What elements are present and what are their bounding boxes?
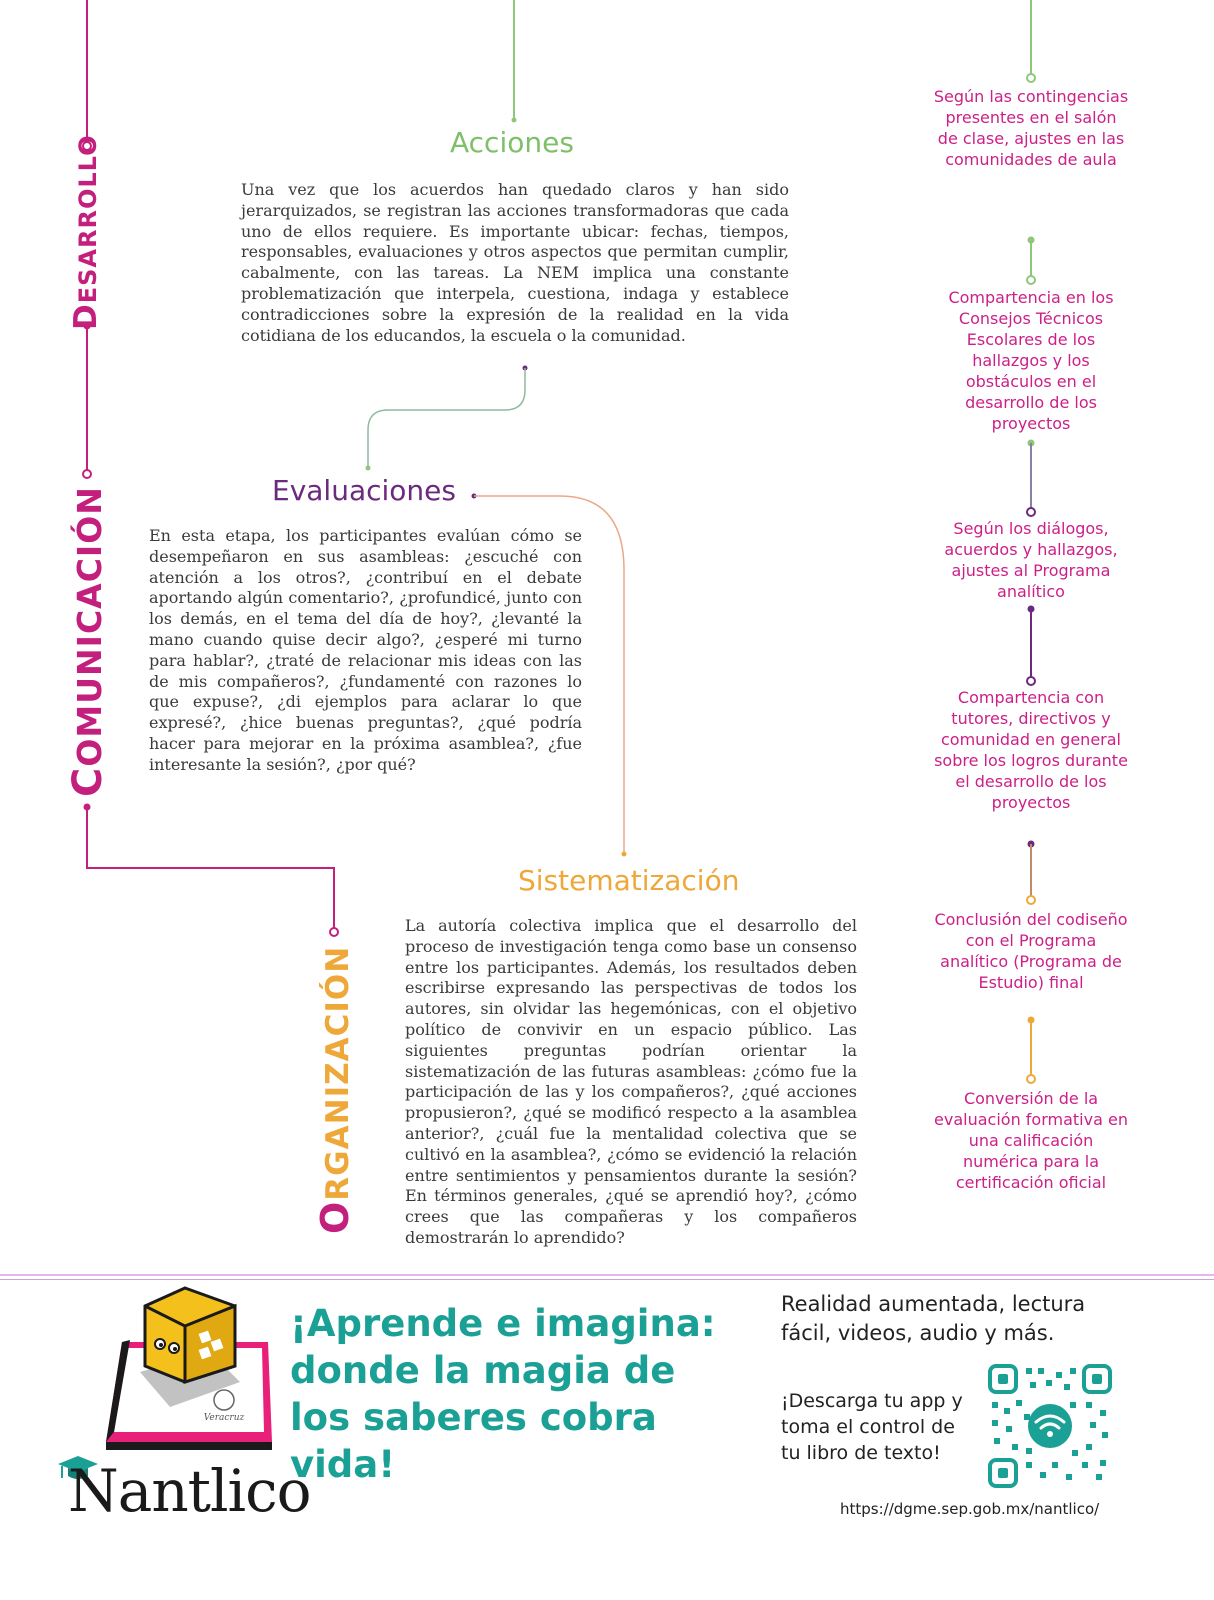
- step-2: Según los diálogos, acuerdos y hallazgos, ajustes al Programa analítico: [944, 519, 1118, 601]
- sistematizacion-body: La autoría colectiva implica que el desarrollo del proceso de investigación tenga como base un consenso entre los participantes. Además, los resultados deben escribirse expresando las perspectivas de todos los autores, sin olvidar las hegemónicas, con el objetivo político de convivir en un espacio público. Las siguientes preguntas podrían orientar la sistematización de las futuras asambleas: ¿cómo fue la participación de las y los compañeros?, ¿qué acciones propusieron?, ¿qué se modificó respecto a la asamblea anterior?, ¿cuál fue la mentalidad colectiva que se cultivó en la asamblea?, ¿cómo se evidenció la relación entre sentimientos y pensamientos durante la sesión? En términos generales, ¿qué se aprendió hoy?, ¿cómo crees que las compañeras y los compañeros demostrarán lo aprendido?: [405, 916, 857, 1247]
- footer-divider: [0, 1279, 1214, 1280]
- node: [512, 118, 517, 123]
- step-1: Compartencia en los Consejos Técnicos Escolares de los hallazgos y los obstáculos en el desarrollo de los proyectos: [948, 288, 1114, 433]
- acciones-title: Acciones: [450, 126, 574, 159]
- label-organizacion: ORGANIZACIÓN: [313, 945, 357, 1234]
- node: [622, 852, 627, 857]
- app-url-link[interactable]: https://dgme.sep.gob.mx/nantlico/: [840, 1500, 1100, 1518]
- svg-text:Veracruz: Veracruz: [203, 1413, 245, 1423]
- evaluaciones-body: En esta etapa, los participantes evalúan cómo se desempeñaron en sus asambleas: ¿escuché con atención a los otros?, ¿contribuí en el debate aportando algún comentario?, ¿profundicé, junto con los demás, en el tema del día de hoy?, ¿levanté la mano cuando quise decir algo?, ¿esperé mi turno para hablar?, ¿traté de relacionar mis ideas con las de mis compañeros?, ¿fundamenté con razones lo que expuse?, ¿di ejemplos para aclarar lo que expresé?, ¿hice buenas preguntas?, ¿qué podría hacer para mejorar en la próxima asamblea?, ¿fue interesante la sesión?, ¿por qué?: [149, 526, 582, 774]
- node: [366, 466, 371, 471]
- node: [1027, 508, 1035, 516]
- download-text: ¡Descarga tu app y toma el control de tu libro de texto!: [781, 1390, 963, 1464]
- sistematizacion-title: Sistematización: [518, 864, 740, 897]
- step-5: Conversión de la evaluación formativa en una calificación numérica para la certificación oficial: [934, 1089, 1128, 1192]
- node: [1027, 276, 1035, 284]
- wifi-icon: [1028, 1404, 1072, 1448]
- node: [1027, 896, 1035, 904]
- slogan: ¡Aprende e imagina: donde la magia de los saberes cobra vida!: [290, 1302, 716, 1486]
- node: [1027, 1075, 1035, 1083]
- brand-logo: Nantlico: [68, 1457, 311, 1525]
- app-illustration: [100, 1282, 280, 1452]
- qr-code[interactable]: [986, 1362, 1114, 1490]
- acciones-to-evaluaciones: [368, 368, 525, 466]
- step-0: Según las contingencias presentes en el salón de clase, ajustes en las comunidades de aula: [933, 87, 1129, 169]
- label-desarrollo: DESARROLLO: [68, 134, 104, 330]
- evaluaciones-title: Evaluaciones: [272, 474, 456, 507]
- node: [83, 470, 91, 478]
- node: [1027, 677, 1035, 685]
- ar-features-text: Realidad aumentada, lectura fácil, videos, audio y más.: [781, 1292, 1086, 1345]
- step-4: Conclusión del codiseño con el Programa analítico (Programa de Estudio) final: [934, 910, 1128, 992]
- label-comunicacion: COMUNICACIÓN: [65, 486, 111, 797]
- footer-divider: [0, 1274, 1214, 1276]
- node: [1027, 74, 1035, 82]
- step-3: Compartencia con tutores, directivos y comunidad en general sobre los logros durante el desarrollo de los proyectos: [934, 688, 1128, 812]
- spine-to-organizacion: [87, 807, 334, 928]
- acciones-body: Una vez que los acuerdos han quedado claros y han sido jerarquizados, se registran las acciones transformadoras que cada uno de ellos requiere. Es importante ubicar: fechas, tiempos, responsables, evaluaciones y otros aspectos que permitan cumplir, cabalmente, con las tareas. La NEM implica una constante problematización que interpela, cuestiona, indaga y establece contradicciones sobre la expresión de la realidad en la vida cotidiana de los educandos, la escuela o la comunidad.: [241, 180, 789, 345]
